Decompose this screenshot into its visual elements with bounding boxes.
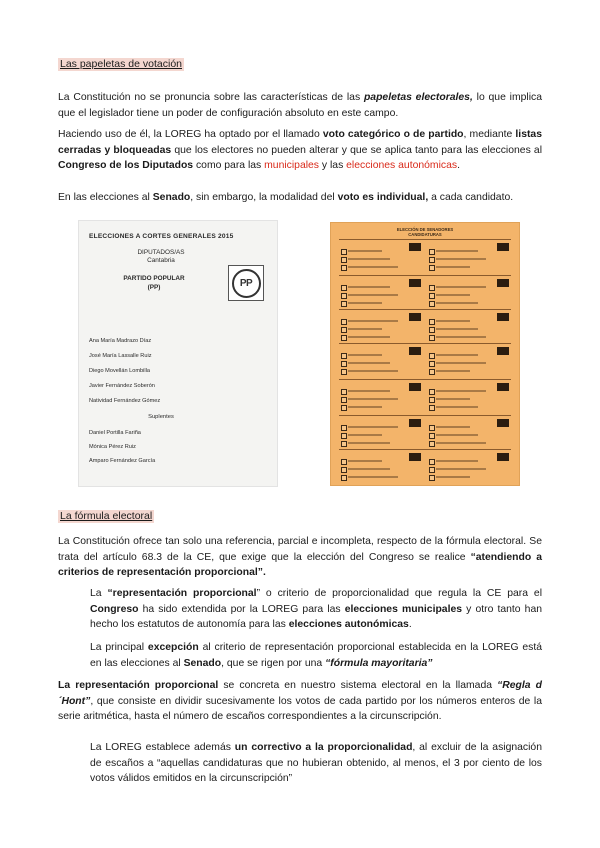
candidate-line <box>348 390 390 392</box>
candidate-line <box>348 302 382 304</box>
paragraph-representacion: La “representación proporcional” o criterio de proporcionalidad que regula la CE para el Congreso ha sido extendida por la LOREG para las elecciones municipales y otro tanto han hecho los estatutos de autonomía para las elecciones autonómicas. <box>90 588 543 631</box>
vote-checkbox <box>341 397 347 403</box>
candidate-line <box>436 406 478 408</box>
candidate-line <box>348 258 390 260</box>
candidate-line <box>436 320 470 322</box>
ballot-divider <box>339 415 511 416</box>
candidate-line <box>348 336 390 338</box>
party-logo-icon <box>497 347 509 355</box>
paragraph-constitucion: La Constitución no se pronuncia sobre las características de las papeletas electorales, lo que implica que el legislador tiene un poder de configuración absoluto en este campo. <box>58 92 542 119</box>
candidate-line <box>436 442 486 444</box>
candidate-line <box>436 336 486 338</box>
vote-checkbox <box>429 319 435 325</box>
vote-checkbox <box>341 425 347 431</box>
paragraph-excepcion: La principal excepción al criterio de representación proporcional establecida en la LOREG está en las elecciones al Senado, que se rigen por una “fórmula mayoritaria” <box>90 642 543 669</box>
ballot-image-congreso <box>78 220 278 487</box>
vote-checkbox <box>341 467 347 473</box>
vote-checkbox <box>341 319 347 325</box>
vote-checkbox <box>429 389 435 395</box>
candidate-line <box>436 302 478 304</box>
candidate-line <box>436 286 486 288</box>
candidate-line <box>436 468 486 470</box>
suplentes-label: Suplentes <box>148 414 174 420</box>
vote-checkbox <box>429 301 435 307</box>
candidate-name: José María Lassalle Ruiz <box>89 353 152 359</box>
party-logo-icon <box>409 313 421 321</box>
party-logo-icon <box>409 383 421 391</box>
ballot-divider <box>339 343 511 344</box>
vote-checkbox <box>341 293 347 299</box>
candidate-line <box>348 294 398 296</box>
vote-checkbox <box>341 335 347 341</box>
vote-checkbox <box>341 353 347 359</box>
suplente-name: Amparo Fernández García <box>89 458 156 464</box>
party-logo-icon <box>409 347 421 355</box>
vote-checkbox <box>341 285 347 291</box>
party-logo-icon <box>497 419 509 427</box>
candidate-line <box>436 362 486 364</box>
candidate-name: Diego Movellán Lombilla <box>89 368 150 374</box>
vote-checkbox <box>341 405 347 411</box>
vote-checkbox <box>429 433 435 439</box>
vote-checkbox <box>341 459 347 465</box>
candidate-line <box>436 370 470 372</box>
vote-checkbox <box>429 265 435 271</box>
vote-checkbox <box>429 257 435 263</box>
candidate-line <box>348 354 382 356</box>
candidate-line <box>436 476 470 478</box>
vote-checkbox <box>429 467 435 473</box>
paragraph-loreg: Haciendo uso de él, la LOREG ha optado por el llamado voto categórico o de partido, mediante listas cerradas y bloqueadas que los electores no pueden alterar y que se aplica tanto para las elecciones al Congreso de los Diputados como para las municipales y las elecciones autonómicas. <box>58 129 543 172</box>
vote-checkbox <box>429 327 435 333</box>
paragraph-dhont: La representación proporcional se concreta en nuestro sistema electoral en la llamada “Regla d´Hont”, que consiste en dividir sucesivamente los votos de cada partido por los números enteros de la serie aritmética, hasta el número de escaños correspondientes a la circunscripción. <box>58 680 542 723</box>
party-logo-icon <box>409 279 421 287</box>
vote-checkbox <box>341 369 347 375</box>
party-logo-icon <box>497 313 509 321</box>
party-logo-icon <box>497 279 509 287</box>
candidate-line <box>348 442 390 444</box>
ballot-divider <box>339 309 511 310</box>
ballot-subtitle: DIPUTADOS/AS <box>137 249 185 256</box>
vote-checkbox <box>341 433 347 439</box>
vote-checkbox <box>429 361 435 367</box>
candidate-line <box>436 294 470 296</box>
vote-checkbox <box>341 475 347 481</box>
candidate-line <box>436 328 478 330</box>
ballot-divider <box>339 449 511 450</box>
ballot-circunscripcion: Cantabria <box>147 257 175 264</box>
party-logo-icon <box>497 383 509 391</box>
section-heading-formula: La fórmula electoral <box>60 510 153 522</box>
vote-checkbox <box>341 441 347 447</box>
candidate-name: Javier Fernández Soberón <box>89 383 155 389</box>
vote-checkbox <box>341 327 347 333</box>
party-logo-icon: PP <box>228 265 264 301</box>
vote-checkbox <box>341 361 347 367</box>
vote-checkbox <box>429 397 435 403</box>
candidate-line <box>348 266 398 268</box>
vote-checkbox <box>429 425 435 431</box>
vote-checkbox <box>341 257 347 263</box>
vote-checkbox <box>429 475 435 481</box>
candidate-line <box>436 460 478 462</box>
candidate-name: Natividad Fernández Gómez <box>89 398 161 404</box>
vote-checkbox <box>429 353 435 359</box>
paragraph-correctivo: La LOREG establece además un correctivo a la proporcionalidad, al excluir de la asignación de escaños a “aquellas candidaturas que no hubieran obtenido, al menos, el 3 por ciento de los votos válidos emitidos en la circunscripción” <box>90 742 542 785</box>
ballot-title: ELECCIONES A CORTES GENERALES 2015 <box>89 233 234 240</box>
vote-checkbox <box>429 285 435 291</box>
candidate-line <box>436 250 478 252</box>
party-logo-icon <box>409 419 421 427</box>
candidate-line <box>436 258 486 260</box>
candidate-line <box>348 434 382 436</box>
vote-checkbox <box>341 301 347 307</box>
candidate-line <box>348 476 398 478</box>
ballot-party: PARTIDO POPULAR (PP) <box>123 275 185 291</box>
party-logo-icon <box>409 243 421 251</box>
candidate-line <box>436 398 470 400</box>
candidate-line <box>436 266 470 268</box>
candidate-line <box>348 250 382 252</box>
candidate-line <box>348 370 398 372</box>
candidate-line <box>348 286 390 288</box>
candidate-line <box>436 434 478 436</box>
candidate-line <box>348 328 382 330</box>
suplente-name: Mónica Pérez Ruiz <box>89 444 136 450</box>
candidate-line <box>348 426 398 428</box>
senate-ballot-title: ELECCIÓN DE SENADORES CANDIDATURAS <box>396 227 454 237</box>
candidate-line <box>348 362 390 364</box>
ballot-image-senado <box>330 222 520 486</box>
vote-checkbox <box>429 459 435 465</box>
party-logo-icon <box>497 453 509 461</box>
candidate-line <box>436 354 478 356</box>
candidate-line <box>348 406 382 408</box>
vote-checkbox <box>429 405 435 411</box>
ballot-divider <box>339 275 511 276</box>
paragraph-senado: En las elecciones al Senado, sin embargo, la modalidad del voto es individual, a cada candidato. <box>58 192 514 203</box>
candidate-line <box>436 390 486 392</box>
vote-checkbox <box>341 249 347 255</box>
ballot-divider <box>339 239 511 240</box>
candidate-line <box>348 320 398 322</box>
candidate-line <box>348 460 382 462</box>
paragraph-articulo: La Constitución ofrece tan solo una referencia, parcial e incompleta, respecto de la fórmula electoral. Se trata del artículo 68.3 de la CE, que exige que la elección del Congreso se realice “atendiendo a criterios de representación proporcional”. <box>58 536 542 579</box>
party-logo-icon <box>409 453 421 461</box>
vote-checkbox <box>429 249 435 255</box>
candidate-name: Ana María Madrazo Díaz <box>89 338 152 344</box>
section-heading-papeletas: Las papeletas de votación <box>60 58 183 70</box>
ballot-divider <box>339 379 511 380</box>
vote-checkbox <box>429 369 435 375</box>
candidate-line <box>348 398 398 400</box>
party-logo-icon <box>497 243 509 251</box>
vote-checkbox <box>341 389 347 395</box>
vote-checkbox <box>429 293 435 299</box>
vote-checkbox <box>341 265 347 271</box>
vote-checkbox <box>429 335 435 341</box>
suplente-name: Daniel Portilla Fariña <box>89 430 141 436</box>
candidate-line <box>436 426 470 428</box>
candidate-line <box>348 468 390 470</box>
vote-checkbox <box>429 441 435 447</box>
